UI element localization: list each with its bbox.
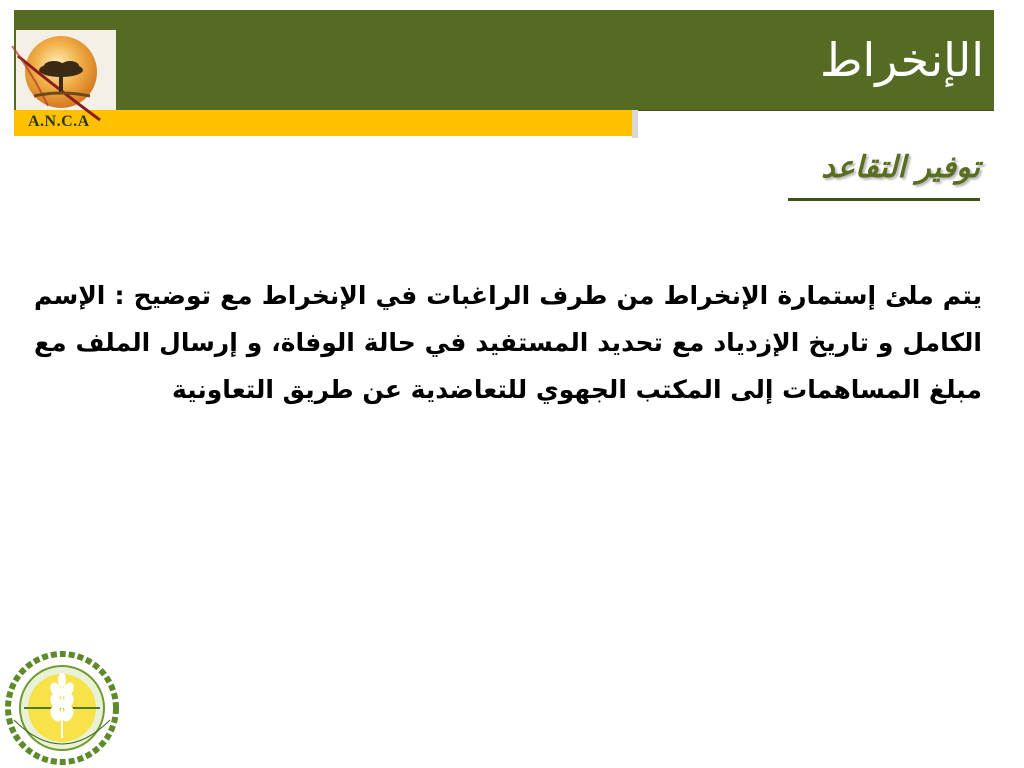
mutual-insurance-logo bbox=[4, 650, 120, 766]
accent-bar-shadow bbox=[632, 110, 638, 138]
section-heading: توفير التقاعد bbox=[821, 150, 980, 185]
anca-logo-text: A.N.C.A bbox=[28, 113, 90, 130]
body-paragraph: يتم ملئ إستمارة الإنخراط من طرف الراغبات في الإنخراط مع توضيح : الإسم الكامل و تاريخ الإزدياد مع تحديد المستفيد في حالة الوفاة، و إرسال الملف مع مبلغ المساهمات إلى المكتب الجهوي للتعاضدية عن طريق التعاونية bbox=[34, 281, 982, 404]
section-underline bbox=[788, 198, 980, 201]
page-title: الإنخراط bbox=[819, 33, 984, 87]
wheat-emblem-icon bbox=[4, 650, 120, 766]
